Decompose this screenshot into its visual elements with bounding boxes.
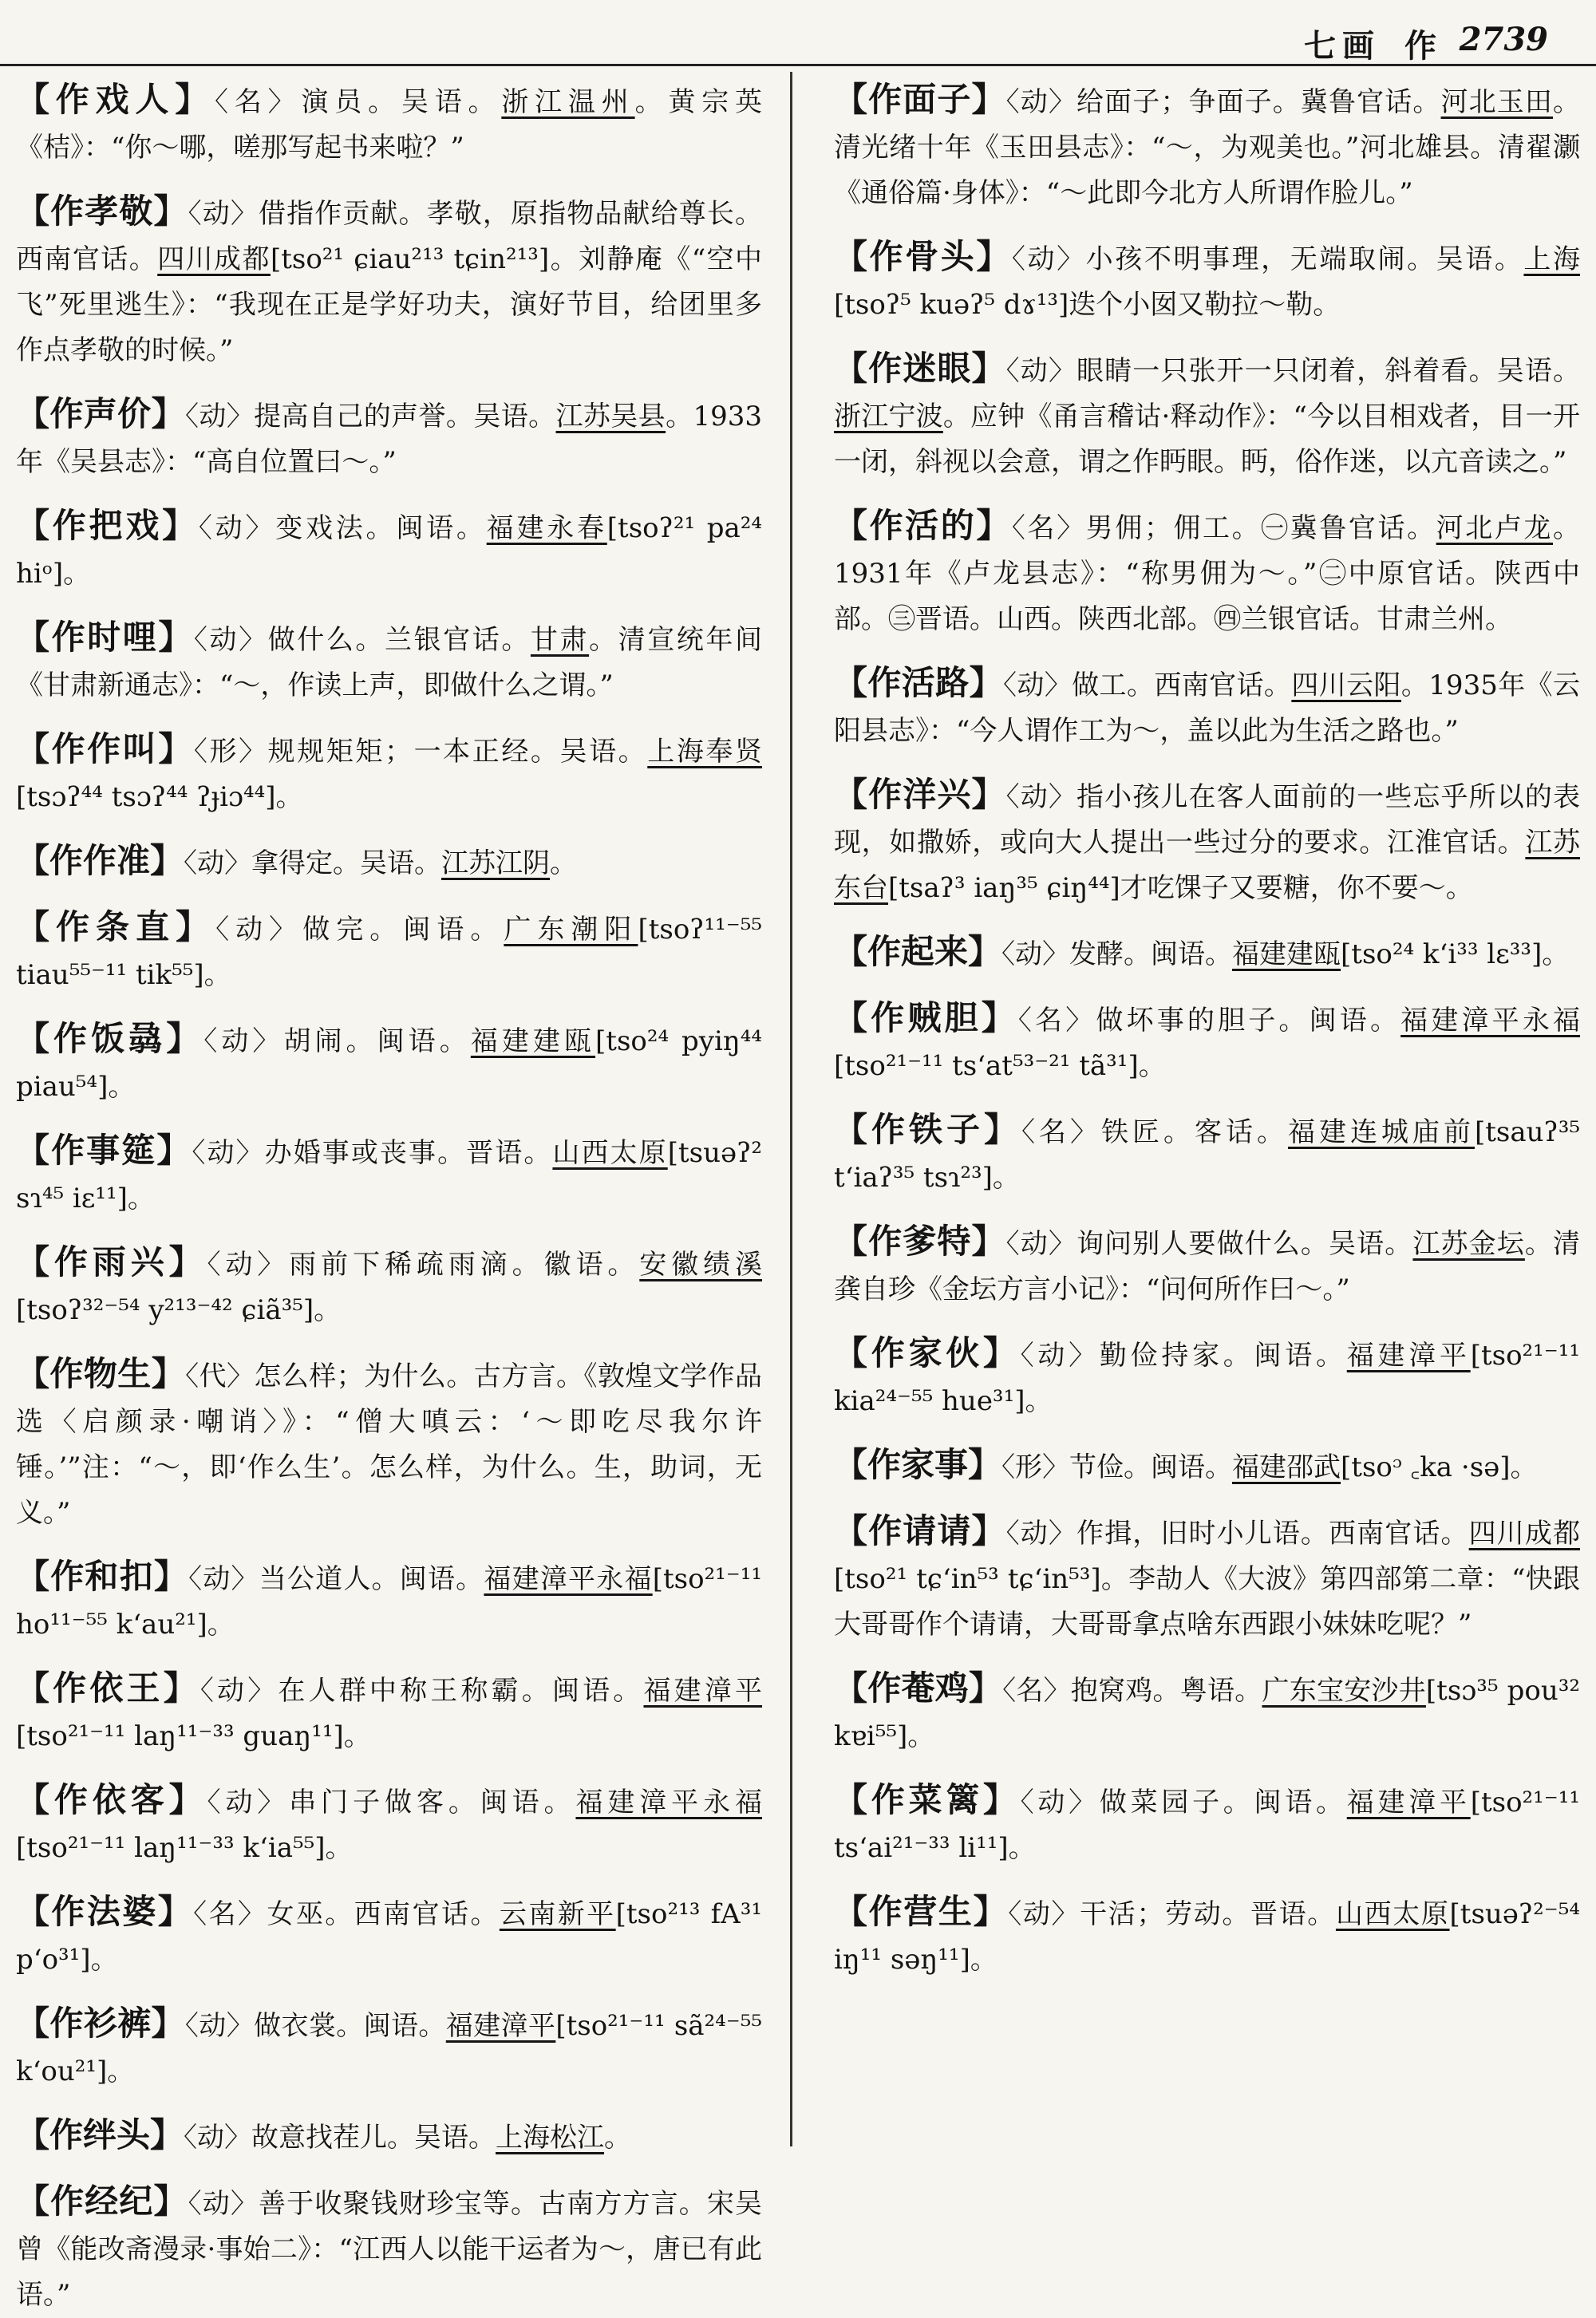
entry-text: 。1931年《卢龙县志》：“称男佣为～。”㊁中原官话。陕西中部。㊂晋语。山西。陕西北部。㊃兰银官话。甘肃兰州。 (834, 512, 1581, 635)
entry-location: 广东潮阳 (504, 914, 638, 946)
entry-definition: 〈代〉怎么样；为什么。古方言。 (185, 1360, 584, 1392)
dictionary-entry (16, 1889, 762, 1983)
dictionary-entry (834, 772, 1580, 911)
entry-text: 。黄宗英《桔》：“你～哪，嗟那写起书来啦？” (16, 86, 763, 164)
entry-definition: 〈形〉节俭。闽语。 (1001, 1451, 1233, 1483)
entry-text: [tso²¹⁻¹¹ sã²⁴⁻⁵⁵ k‘ou²¹]。 (16, 2010, 762, 2087)
entry-definition: 〈名〉女巫。西南官话。 (193, 1898, 500, 1930)
entry-location: 河北卢龙 (1436, 512, 1554, 544)
entry-definition: 〈动〉借指作贡献。孝敬，原指物品献给尊长。西南官话。 (16, 198, 762, 275)
headword: 【作法婆】 (16, 1892, 194, 1931)
dictionary-entry (16, 1777, 762, 1871)
headword: 【作声价】 (16, 394, 185, 433)
entry-definition: 〈名〉做坏事的胆子。闽语。 (1017, 1005, 1401, 1037)
entry-definition: 〈动〉胡闹。闽语。 (203, 1025, 471, 1057)
entry-location: 河北玉田 (1440, 86, 1554, 118)
entry-location: 广东宝安沙井 (1262, 1675, 1426, 1707)
entry-text: [tsuəʔ² sɿ⁴⁵ iɛ¹¹]。 (16, 1137, 762, 1214)
entry-definition: 〈动〉勤俭持家。闽语。 (1020, 1340, 1347, 1372)
dictionary-entry (834, 995, 1580, 1089)
entry-text: 。1935年《云阳县志》：“今人谓作工为～，盖以此为生活之路也。” (834, 669, 1581, 747)
entry-text: [tsauʔ³⁵ t‘iaʔ³⁵ tsɿ²³]。 (834, 1116, 1581, 1194)
headword: 【作把戏】 (16, 506, 199, 545)
headword: 【作菴鸡】 (834, 1668, 1003, 1708)
dictionary-entry (834, 1508, 1580, 1648)
entry-location: 上海奉贤 (647, 736, 762, 768)
headword: 【作爹特】 (834, 1222, 1006, 1261)
entry-location: 安徽绩溪 (639, 1249, 762, 1281)
dictionary-entry (834, 1889, 1580, 1983)
entry-text: [tsɔʔ⁴⁴ tsɔʔ⁴⁴ ʔɟiɔ⁴⁴]。 (16, 781, 303, 813)
entry-text: [tso²¹ ɕiau²¹³ tɕin²¹³]。刘静庵《“空中飞”死里逃生》：“我现在正是学好功夫，演好节目，给团里多作点孝敬的时候。” (16, 243, 763, 366)
entry-definition: 〈动〉做菜园子。闽语。 (1020, 1787, 1347, 1818)
entry-text: [tso²¹⁻¹¹ ts‘at⁵³⁻²¹ tã³¹]。 (834, 1050, 1166, 1082)
dictionary-entry (16, 1554, 762, 1648)
entry-location: 云南新平 (499, 1898, 616, 1930)
dictionary-entry (834, 1330, 1580, 1424)
dictionary-entry (834, 929, 1580, 977)
entry-definition: 〈名〉抱窝鸡。粤语。 (1002, 1675, 1262, 1707)
entry-location: 福建连城庙前 (1287, 1116, 1475, 1148)
left-column (16, 77, 763, 2311)
entry-location: 福建漳平 (1346, 1787, 1471, 1818)
entry-text: 。1933年《吴县志》：“高自位置曰～。” (16, 401, 762, 478)
entry-definition: 〈动〉做什么。兰银官话。 (193, 624, 531, 656)
entry-text: [tsoʔ¹¹⁻⁵⁵ tiau⁵⁵⁻¹¹ tik⁵⁵]。 (16, 914, 762, 991)
headword: 【作起来】 (834, 932, 1002, 971)
entry-definition: 〈动〉发酵。闽语。 (1001, 938, 1233, 970)
entry-location: 福建漳平 (1346, 1340, 1471, 1372)
entry-definition: 〈动〉变戏法。闽语。 (198, 512, 487, 544)
headword: 【作活的】 (834, 506, 1012, 545)
headword: 【作作叫】 (16, 729, 194, 768)
entry-location: 山西太原 (552, 1137, 668, 1169)
headword: 【作戏人】 (16, 80, 215, 119)
entry-text: [tsuəʔ²⁻⁵⁴ iŋ¹¹ səŋ¹¹]。 (834, 1898, 1580, 1976)
dictionary-entry (834, 234, 1580, 328)
entry-location: 江苏东台 (834, 827, 1581, 904)
dictionary-entry (16, 614, 762, 709)
dictionary-entry (16, 838, 762, 887)
entry-definition: 〈动〉串门子做客。闽语。 (207, 1787, 576, 1818)
entry-text: [tso²¹⁻¹¹ ho¹¹⁻⁵⁵ k‘au²¹]。 (16, 1563, 762, 1641)
entry-definition: 〈形〉规规矩矩；一本正经。吴语。 (193, 736, 648, 768)
entry-text: [tsɔ³⁵ pou³² kɐi⁵⁵]。 (834, 1675, 1580, 1752)
entry-location: 江苏金坛 (1412, 1228, 1525, 1260)
entry-text: [tso²⁴ pyiŋ⁴⁴ piau⁵⁴]。 (16, 1025, 763, 1103)
entry-text: [tsoʔ³²⁻⁵⁴ y²¹³⁻⁴² ɕiã³⁵]。 (16, 1294, 342, 1326)
entry-text: [tso²¹ tɕ‘in⁵³ tɕ‘in⁵³]。李劼人《大波》第四部第二章：“快跟大哥哥作个请请，大哥哥拿点啥东西跟小妹妹吃呢？” (834, 1563, 1580, 1641)
entry-location: 福建邵武 (1232, 1451, 1341, 1483)
headword: 【作经纪】 (16, 2182, 188, 2221)
dictionary-entry (16, 2178, 762, 2318)
entry-definition: 〈动〉干活；劳动。晋语。 (1008, 1898, 1336, 1930)
right-column (834, 77, 1580, 2146)
headword: 【作孝敬】 (16, 192, 188, 231)
entry-text: [tso²¹⁻¹¹ laŋ¹¹⁻³³ k‘ia⁵⁵]。 (16, 1832, 353, 1864)
dictionary-entry (16, 1239, 762, 1333)
dictionary-entry (16, 503, 762, 597)
dictionary-entry (834, 1442, 1580, 1491)
entry-location: 浙江温州 (501, 86, 635, 118)
entry-location: 四川成都 (1468, 1518, 1580, 1550)
section-title: 七画 (1304, 27, 1381, 65)
page-number: 2739 (1459, 21, 1548, 58)
dictionary-entry (16, 904, 762, 998)
headword: 【作依客】 (16, 1780, 207, 1819)
entry-text: [tsoᵓ ꜀ka ·sə]。 (1341, 1451, 1538, 1483)
headword: 【作面子】 (834, 80, 1006, 119)
entry-location: 浙江宁波 (834, 401, 943, 432)
entry-definition: 〈动〉做衣裳。闽语。 (184, 2010, 446, 2042)
entry-location: 福建漳平 (643, 1675, 763, 1707)
entry-definition: 〈动〉在人群中称王称霸。闽语。 (200, 1675, 644, 1707)
entry-location: 福建漳平永福 (1400, 1005, 1581, 1037)
entry-location: 福建漳平永福 (575, 1787, 762, 1818)
dictionary-entry (834, 660, 1580, 754)
entry-definition: 〈动〉故意找茬儿。吴语。 (184, 2122, 496, 2154)
headword: 【作饭骉】 (16, 1019, 204, 1058)
entry-definition: 〈动〉询问别人要做什么。吴语。 (1005, 1228, 1413, 1260)
headword: 【作事筵】 (16, 1131, 192, 1170)
entry-definition: 〈动〉指小孩儿在客人面前的一些忘乎所以的表现，如撒娇，或向大人提出一些过分的要求。江淮官话。 (834, 781, 1580, 859)
entry-location: 江苏吴县 (555, 401, 666, 432)
headword: 【作雨兴】 (16, 1242, 207, 1281)
entry-location: 上海 (1523, 243, 1581, 275)
entry-text: 。应钟《甬言稽诂·释动作》：“今以目相戏者，目一开一闭，斜视以会意，谓之作眄眼。眄，俗作迷，以亢音读之。” (834, 401, 1580, 478)
entry-text: [tsoʔ⁵ kuəʔ⁵ dɤ¹³]迭个小囡又勒拉～勒。 (834, 289, 1341, 321)
dictionary-entry (16, 1351, 762, 1536)
headword: 【作家事】 (834, 1445, 1002, 1484)
entry-text: [tso²¹⁻¹¹ laŋ¹¹⁻³³ guaŋ¹¹]。 (16, 1720, 371, 1752)
headword: 【作作准】 (16, 841, 184, 880)
dictionary-entry (16, 1127, 762, 1222)
entry-definition: 〈动〉办婚事或丧事。晋语。 (192, 1137, 553, 1169)
headword: 【作骨头】 (834, 237, 1012, 276)
dictionary-entry (834, 1107, 1580, 1201)
headword: 【作依王】 (16, 1668, 200, 1708)
dictionary-entry (834, 346, 1580, 485)
entry-definition: 〈动〉拿得定。吴语。 (184, 847, 442, 879)
entry-text: 。清宣统年间《甘肃新通志》：“～，作读上声，即做什么之谓。” (16, 624, 763, 701)
entry-definition: 〈动〉小孩不明事理，无端取闹。吴语。 (1011, 243, 1524, 275)
entry-definition: 〈名〉男佣；佣工。㊀冀鲁官话。 (1011, 512, 1436, 544)
entry-text: [tso²¹³ fA³¹ p‘o³¹]。 (16, 1898, 762, 1976)
entry-location: 福建永春 (486, 512, 607, 544)
dictionary-entry (16, 1665, 762, 1759)
entry-location: 江苏江阴 (441, 847, 551, 879)
entry-location: 福建建瓯 (1232, 938, 1341, 970)
entry-location: 福建漳平永福 (484, 1563, 653, 1595)
entry-location: 甘肃 (530, 624, 590, 656)
entry-text: 。清龚自珍《金坛方言小记》：“问何所作曰～。” (834, 1228, 1581, 1305)
dictionary-entry (16, 1016, 762, 1110)
entry-location: 福建建瓯 (470, 1025, 596, 1057)
entry-text: [tso²¹⁻¹¹ ts‘ai²¹⁻³³ li¹¹]。 (834, 1787, 1580, 1864)
entry-location: 上海松江 (496, 2122, 605, 2154)
entry-location: 山西太原 (1335, 1898, 1450, 1930)
header-character: 作 (1404, 27, 1436, 65)
page-header (0, 0, 1596, 66)
headword: 【作请请】 (834, 1511, 1006, 1550)
headword: 【作衫裤】 (16, 2004, 185, 2043)
headword: 【作活路】 (834, 663, 1003, 702)
dictionary-entry (834, 1665, 1580, 1759)
entry-definition: 〈动〉眼睛一只张开一只闭着，斜着看。吴语。 (1005, 355, 1580, 387)
dictionary-entry (16, 726, 762, 820)
headword: 【作时哩】 (16, 618, 194, 657)
entry-definition: 〈动〉作揖，旧时小儿语。西南官话。 (1005, 1518, 1469, 1550)
entry-definition: 〈动〉当公道人。闽语。 (188, 1563, 484, 1595)
entry-definition: 〈动〉做完。闽语。 (215, 914, 504, 946)
dictionary-entry (16, 2000, 762, 2095)
entry-definition: 〈动〉做工。西南官话。 (1002, 669, 1292, 701)
headword: 【作贼胆】 (834, 998, 1018, 1037)
dictionary-entry (834, 1777, 1580, 1871)
dictionary-entry (16, 77, 762, 171)
entry-text: 。 (550, 847, 578, 879)
headword: 【作菜篱】 (834, 1780, 1021, 1819)
headword: 【作和扣】 (16, 1557, 189, 1596)
dictionary-entry (834, 1218, 1580, 1313)
headword: 【作家伙】 (834, 1333, 1021, 1372)
entry-location: 四川成都 (157, 243, 271, 275)
entry-text: 《敦煌文学作品选〈启颜录·嘲诮〉》：“僧大嗔云：‘～即吃尽我尔许锤。’”注：“～，即‘作么生’。怎么样，为什么。生，助词，无义。” (16, 1360, 763, 1529)
headword: 【作洋兴】 (834, 775, 1006, 814)
entry-definition: 〈动〉提高自己的声誉。吴语。 (184, 401, 556, 432)
entry-definition: 〈动〉雨前下稀疏雨滴。徽语。 (207, 1249, 640, 1281)
headword: 【作铁子】 (834, 1110, 1021, 1149)
headword: 【作条直】 (16, 907, 216, 946)
entry-definition: 〈名〉演员。吴语。 (215, 86, 502, 118)
entry-location: 福建漳平 (445, 2010, 556, 2042)
entry-definition: 〈动〉善于收聚钱财珍宝等。古南方方言。 (188, 2188, 707, 2220)
dictionary-entry (834, 77, 1580, 216)
entry-text: [tso²¹⁻¹¹ kia²⁴⁻⁵⁵ hue³¹]。 (834, 1340, 1580, 1417)
dictionary-entry (16, 2112, 762, 2161)
entry-definition: 〈名〉铁匠。客话。 (1021, 1116, 1288, 1148)
headword: 【作物生】 (16, 1354, 186, 1393)
entry-text: [tso²⁴ k‘i³³ lɛ³³]。 (1341, 938, 1570, 970)
dictionary-entry (834, 503, 1580, 642)
entry-definition: 〈动〉给面子；争面子。冀鲁官话。 (1005, 86, 1441, 118)
entry-text: 。清光绪十年《玉田县志》：“～，为观美也。”河北雄县。清翟灏《通俗篇·身体》：“～此即今北方人所谓作脸儿。” (834, 86, 1581, 209)
headword: 【作绊头】 (16, 2115, 184, 2154)
column-divider (790, 72, 792, 2146)
headword: 【作迷眼】 (834, 349, 1006, 388)
entry-text: 宋吴曾《能改斋漫录·事始二》：“江西人以能干运者为～，唐已有此语。” (16, 2188, 763, 2311)
dictionary-entry (16, 391, 762, 485)
dictionary-entry (16, 188, 762, 373)
entry-text: 。 (604, 2122, 632, 2154)
entry-text: [tsoʔ²¹ pa²⁴ hiᵒ]。 (16, 512, 762, 590)
entry-location: 四川云阳 (1291, 669, 1401, 701)
headword: 【作营生】 (834, 1892, 1009, 1931)
entry-text: [tsaʔ³ iaŋ³⁵ ɕiŋ⁴⁴]才吃馃子又要糖，你不要～。 (888, 872, 1473, 904)
